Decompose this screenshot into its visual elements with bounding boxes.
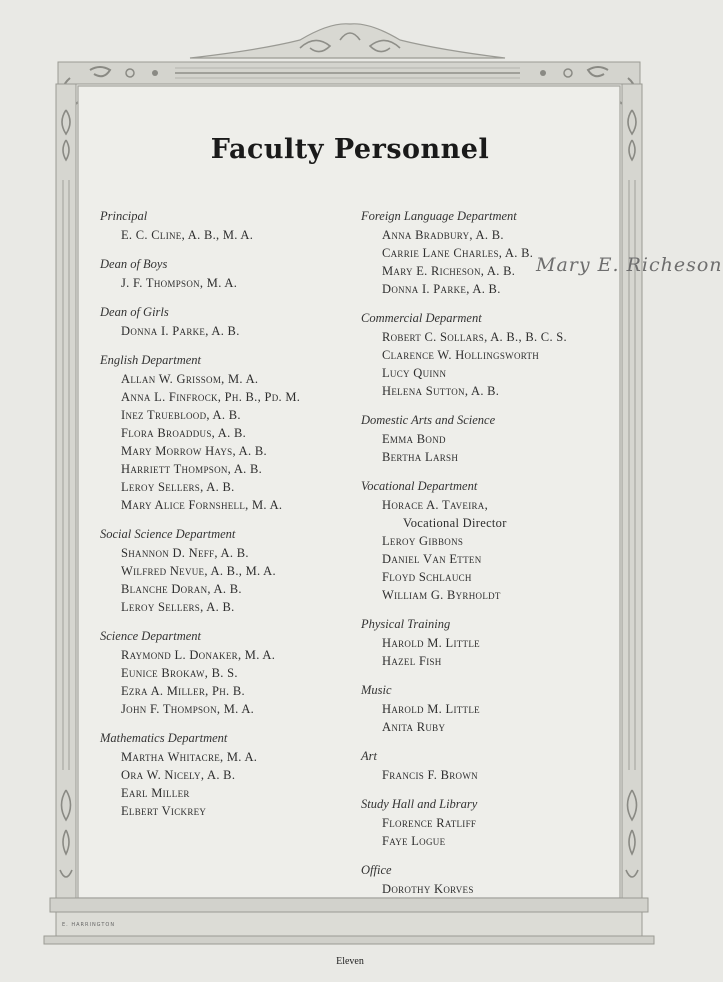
faculty-member: Vocational Director: [403, 516, 507, 530]
faculty-member: Anna L. Finfrock, Ph. B., Pd. M.: [121, 390, 301, 404]
faculty-member: Earl Miller: [121, 786, 190, 800]
right-column: [361, 206, 641, 908]
department-title: English Department: [100, 353, 202, 367]
department-section: [100, 350, 350, 514]
department-title: Social Science Department: [100, 527, 236, 541]
faculty-member: William G. Byrholdt: [382, 588, 501, 602]
faculty-member: Helena Sutton, A. B.: [382, 384, 500, 398]
faculty-member: Florence Ratliff: [382, 816, 477, 830]
faculty-member: Faye Logue: [382, 834, 446, 848]
faculty-member: Allan W. Grissom, M. A.: [121, 372, 259, 386]
faculty-member: Blanche Doran, A. B.: [121, 582, 242, 596]
department-title: Vocational Department: [361, 479, 478, 493]
faculty-member: Raymond L. Donaker, M. A.: [121, 648, 276, 662]
faculty-member: Mary E. Richeson, A. B.: [382, 264, 516, 278]
department-section: [361, 860, 641, 898]
department-section: [361, 206, 641, 298]
faculty-member: Mary Morrow Hays, A. B.: [121, 444, 267, 458]
department-title: Dean of Girls: [100, 305, 169, 319]
department-title: Science Department: [100, 629, 202, 643]
department-section: [100, 254, 350, 292]
page-number: Eleven: [336, 956, 364, 967]
department-section: [100, 206, 350, 244]
faculty-member: Daniel Van Etten: [382, 552, 482, 566]
department-section: [361, 746, 641, 784]
department-title: Mathematics Department: [100, 731, 228, 745]
department-title: Foreign Language Department: [361, 209, 517, 223]
faculty-member: Shannon D. Neff, A. B.: [121, 546, 249, 560]
department-title: Commercial Deparment: [361, 311, 482, 325]
faculty-member: Donna I. Parke, A. B.: [121, 324, 240, 338]
left-column: [100, 206, 350, 830]
department-title: Office: [361, 863, 392, 877]
department-title: Dean of Boys: [100, 257, 168, 271]
department-section: [100, 302, 350, 340]
page-title: Faculty Personnel: [210, 134, 490, 165]
department-section: [361, 410, 641, 466]
faculty-member: E. C. Cline, A. B., M. A.: [121, 228, 254, 242]
department-title: Study Hall and Library: [361, 797, 478, 811]
department-section: [100, 524, 350, 616]
department-title: Music: [361, 683, 392, 697]
faculty-member: Ora W. Nicely, A. B.: [121, 768, 236, 782]
faculty-member: Flora Broaddus, A. B.: [121, 426, 247, 440]
faculty-member: Francis F. Brown: [382, 768, 478, 782]
department-section: [361, 308, 641, 400]
faculty-member: Leroy Sellers, A. B.: [121, 480, 235, 494]
faculty-member: Harold M. Little: [382, 702, 480, 716]
handwritten-signature: Mary E. Richeson: [536, 254, 723, 276]
faculty-member: Leroy Sellers, A. B.: [121, 600, 235, 614]
faculty-member: Mary Alice Fornshell, M. A.: [121, 498, 283, 512]
faculty-member: Carrie Lane Charles, A. B.: [382, 246, 534, 260]
faculty-member: Wilfred Nevue, A. B., M. A.: [121, 564, 276, 578]
department-section: [361, 476, 641, 604]
faculty-member: Bertha Larsh: [382, 450, 459, 464]
department-title: Physical Training: [361, 617, 451, 631]
faculty-member: Anna Bradbury, A. B.: [382, 228, 504, 242]
department-section: [361, 680, 641, 736]
faculty-member: Floyd Schlauch: [382, 570, 472, 584]
department-section: [100, 728, 350, 820]
faculty-member: Lucy Quinn: [382, 366, 447, 380]
faculty-member: Harold M. Little: [382, 636, 480, 650]
faculty-member: Ezra A. Miller, Ph. B.: [121, 684, 245, 698]
faculty-member: John F. Thompson, M. A.: [121, 702, 255, 716]
faculty-member: Emma Bond: [382, 432, 446, 446]
faculty-member: Hazel Fish: [382, 654, 442, 668]
faculty-member: Inez Trueblood, A. B.: [121, 408, 241, 422]
faculty-member: Clarence W. Hollingsworth: [382, 348, 540, 362]
department-section: [361, 614, 641, 670]
faculty-member: Dorothy Korves: [382, 882, 474, 896]
artist-credit: E. HARRINGTON: [62, 922, 116, 928]
faculty-member: Martha Whitacre, M. A.: [121, 750, 258, 764]
department-section: [100, 626, 350, 718]
faculty-member: Robert C. Sollars, A. B., B. C. S.: [382, 330, 567, 344]
faculty-member: Leroy Gibbons: [382, 534, 464, 548]
faculty-member: Harriett Thompson, A. B.: [121, 462, 263, 476]
department-title: Domestic Arts and Science: [361, 413, 496, 427]
department-title: Art: [361, 749, 377, 763]
faculty-member: J. F. Thompson, M. A.: [121, 276, 238, 290]
faculty-member: Anita Ruby: [382, 720, 446, 734]
department-title: Principal: [100, 209, 148, 223]
faculty-member: Eunice Brokaw, B. S.: [121, 666, 238, 680]
faculty-member: Horace A. Taveira,: [382, 498, 489, 512]
department-section: [361, 794, 641, 850]
faculty-member: Elbert Vickrey: [121, 804, 207, 818]
faculty-member: Donna I. Parke, A. B.: [382, 282, 501, 296]
